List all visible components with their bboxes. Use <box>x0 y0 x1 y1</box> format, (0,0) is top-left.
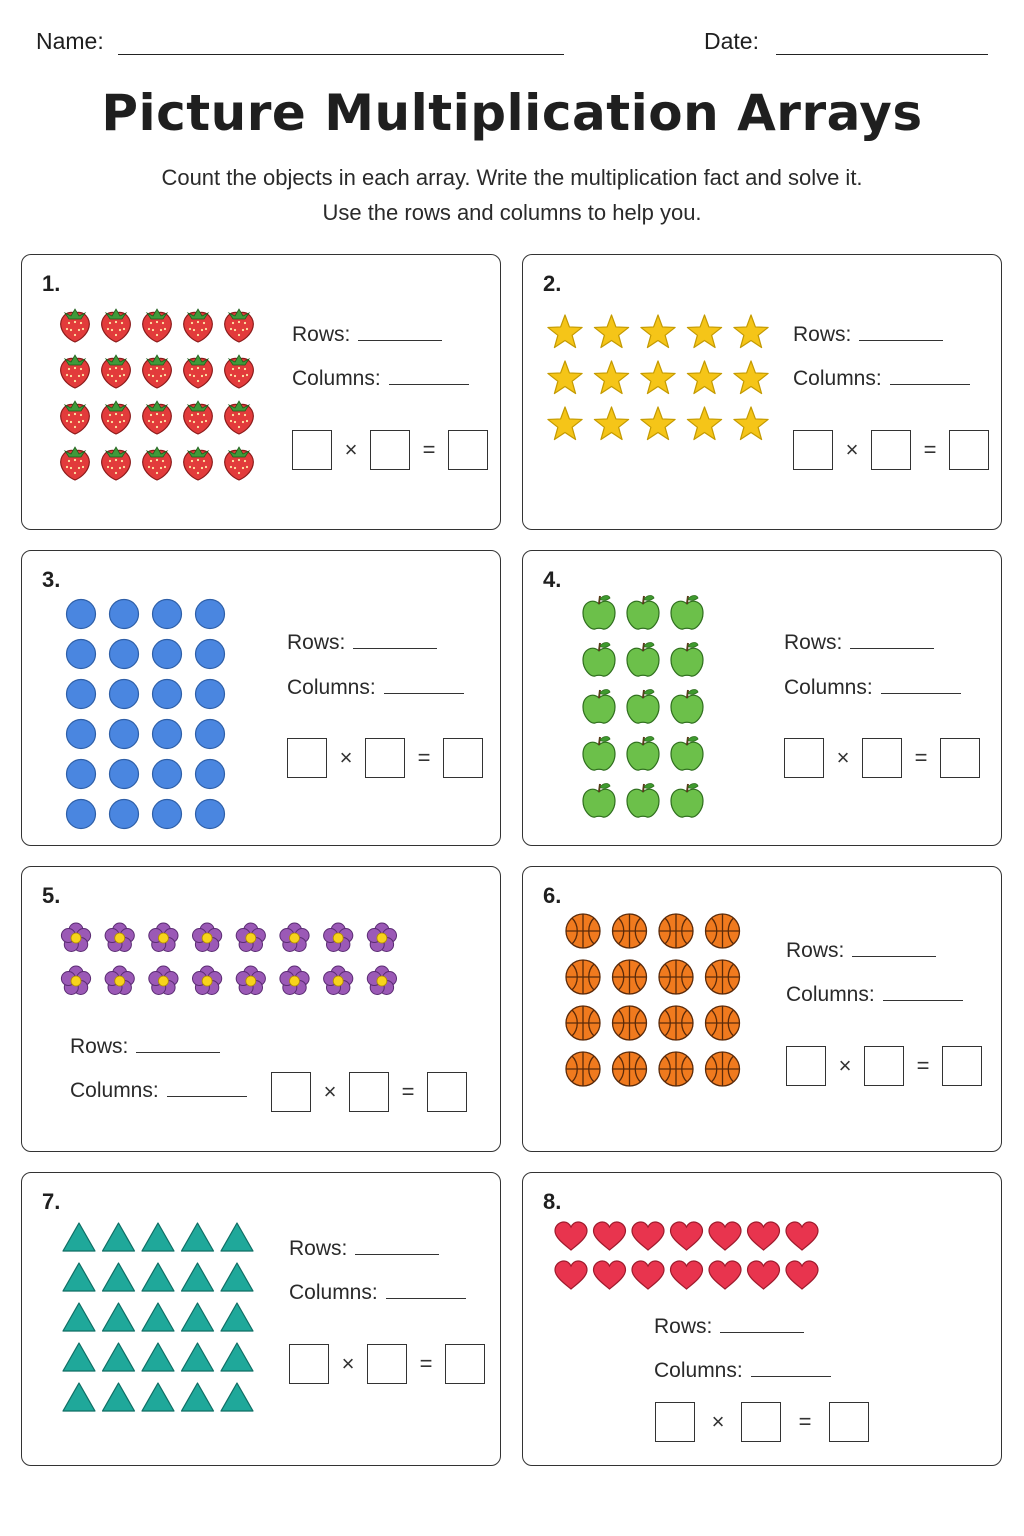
factor-box-2[interactable] <box>367 1344 407 1384</box>
multiplication-fact <box>287 737 483 779</box>
columns-blank[interactable] <box>389 383 469 385</box>
basketball-icon <box>659 914 693 948</box>
rows-blank[interactable] <box>850 647 934 649</box>
star-icon <box>548 361 582 394</box>
columns-blank[interactable] <box>751 1375 831 1377</box>
blue-circle-icon <box>110 720 139 749</box>
rows-blank[interactable] <box>353 647 437 649</box>
product-box[interactable] <box>829 1402 869 1442</box>
instructions-line-2: Use the rows and columns to help you. <box>322 200 702 225</box>
equals-sign: = <box>914 745 928 770</box>
star-icon <box>641 361 675 394</box>
blue-circle-icon <box>110 680 139 709</box>
times-sign: × <box>845 437 859 462</box>
problem-card-1 <box>21 254 501 530</box>
blue-circle-icon <box>110 800 139 829</box>
star-icon <box>594 315 628 348</box>
equals-sign: = <box>923 437 937 462</box>
problem-number: 5. <box>42 883 61 908</box>
purple-flower-icon <box>149 966 178 994</box>
teal-triangle-icon <box>221 1343 253 1371</box>
blue-circle-icon <box>196 760 225 789</box>
rows-blank[interactable] <box>355 1253 439 1255</box>
basketball-icon <box>566 1052 600 1086</box>
product-box[interactable] <box>942 1046 982 1086</box>
strawberry-array <box>22 255 502 529</box>
columns-blank[interactable] <box>167 1095 247 1097</box>
green-apple-icon <box>671 643 703 677</box>
green-apple-icon <box>671 596 703 630</box>
equals-sign: = <box>798 1409 812 1434</box>
heart-icon <box>786 1261 818 1289</box>
teal-triangle-icon <box>103 1343 135 1371</box>
basketball-icon <box>613 1052 647 1086</box>
teal-triangle-icon <box>103 1263 135 1291</box>
strawberry-icon <box>61 355 90 388</box>
heart-icon <box>748 1261 780 1289</box>
equals-sign: = <box>916 1053 930 1078</box>
blue-circle-icon <box>153 680 182 709</box>
teal-triangle-icon <box>182 1223 214 1251</box>
strawberry-icon <box>143 309 172 342</box>
teal-triangle-icon <box>103 1303 135 1331</box>
purple-flower-icon <box>236 923 265 951</box>
blue-circle-icon <box>196 800 225 829</box>
basketball-icon <box>659 1052 693 1086</box>
basketball-icon <box>566 914 600 948</box>
factor-box-2[interactable] <box>862 738 902 778</box>
columns-label: Columns: <box>292 367 469 391</box>
factor-box-1[interactable] <box>289 1344 329 1384</box>
basketball-array <box>523 867 1003 1151</box>
green-apple-icon <box>583 784 615 818</box>
factor-box-2[interactable] <box>871 430 911 470</box>
purple-flower-icon <box>192 966 221 994</box>
problem-card-4 <box>522 550 1002 846</box>
strawberry-icon <box>102 447 131 480</box>
strawberry-icon <box>225 401 254 434</box>
columns-blank[interactable] <box>890 383 970 385</box>
rows-blank[interactable] <box>720 1331 804 1333</box>
green-apple-icon <box>627 596 659 630</box>
basketball-icon <box>706 914 740 948</box>
date-label: Date: <box>704 28 759 54</box>
star-icon <box>641 407 675 440</box>
equals-sign: = <box>419 1351 433 1376</box>
green-apple-icon <box>627 643 659 677</box>
teal-triangle-icon <box>221 1263 253 1291</box>
problem-number: 8. <box>543 1189 562 1214</box>
heart-icon <box>594 1261 626 1289</box>
columns-label: Columns: <box>793 367 970 391</box>
problem-card-2 <box>522 254 1002 530</box>
columns-blank[interactable] <box>881 692 961 694</box>
multiplication-fact <box>784 737 980 779</box>
blue-circle-icon <box>196 680 225 709</box>
star-icon <box>594 361 628 394</box>
columns-label: Columns: <box>289 1281 466 1305</box>
teal-triangle-icon <box>63 1303 95 1331</box>
purple-flower-icon <box>236 966 265 994</box>
blue-circle-icon <box>67 800 96 829</box>
strawberry-icon <box>184 447 213 480</box>
columns-label: Columns: <box>287 676 464 700</box>
green-apple-icon <box>671 784 703 818</box>
multiplication-fact <box>271 1071 467 1113</box>
heart-icon <box>555 1222 587 1250</box>
blue-circle-icon <box>196 600 225 629</box>
equals-sign: = <box>422 437 436 462</box>
blue-circle-icon <box>196 720 225 749</box>
times-sign: × <box>344 437 358 462</box>
times-sign: × <box>341 1351 355 1376</box>
green-apple-icon <box>583 690 615 724</box>
factor-box-2[interactable] <box>349 1072 389 1112</box>
basketball-icon <box>613 960 647 994</box>
teal-triangle-icon <box>221 1303 253 1331</box>
heart-icon <box>555 1261 587 1289</box>
purple-flower-icon <box>280 966 309 994</box>
purple-flower-icon <box>149 923 178 951</box>
product-box[interactable] <box>445 1344 485 1384</box>
factor-box-2[interactable] <box>365 738 405 778</box>
problem-number: 6. <box>543 883 562 908</box>
purple-flower-icon <box>324 923 353 951</box>
star-icon <box>687 315 721 348</box>
rows-blank[interactable] <box>358 339 442 341</box>
strawberry-icon <box>102 309 131 342</box>
times-sign: × <box>711 1409 725 1434</box>
teal-triangle-icon <box>103 1223 135 1251</box>
columns-blank[interactable] <box>386 1297 466 1299</box>
star-array <box>523 255 1003 529</box>
green-apple-icon <box>627 690 659 724</box>
teal-triangle-icon <box>142 1223 174 1251</box>
green-apple-icon <box>671 737 703 771</box>
strawberry-icon <box>143 401 172 434</box>
purple-flower-icon <box>367 966 396 994</box>
star-icon <box>734 361 768 394</box>
times-sign: × <box>323 1079 337 1104</box>
star-icon <box>734 315 768 348</box>
strawberry-icon <box>225 309 254 342</box>
basketball-icon <box>706 1052 740 1086</box>
purple-flower-icon <box>61 966 90 994</box>
green-apple-icon <box>583 596 615 630</box>
multiplication-fact <box>655 1401 869 1443</box>
basketball-icon <box>659 1006 693 1040</box>
factor-box-1[interactable] <box>786 1046 826 1086</box>
heart-icon <box>632 1261 664 1289</box>
factor-box-2[interactable] <box>370 430 410 470</box>
multiplication-fact <box>292 429 488 471</box>
basketball-icon <box>613 1006 647 1040</box>
teal-triangle-icon <box>221 1383 253 1411</box>
basketball-icon <box>566 1006 600 1040</box>
strawberry-icon <box>102 355 131 388</box>
strawberry-icon <box>225 447 254 480</box>
basketball-icon <box>566 960 600 994</box>
factor-box-1[interactable] <box>793 430 833 470</box>
blue-circle-icon <box>67 680 96 709</box>
teal-triangle-icon <box>142 1343 174 1371</box>
blue-circle-icon <box>67 760 96 789</box>
factor-box-1[interactable] <box>287 738 327 778</box>
blue-circle-icon <box>67 600 96 629</box>
green-apple-icon <box>583 737 615 771</box>
factor-box-1[interactable] <box>784 738 824 778</box>
times-sign: × <box>836 745 850 770</box>
star-icon <box>687 361 721 394</box>
factor-box-1[interactable] <box>655 1402 695 1442</box>
purple-flower-icon <box>105 923 134 951</box>
blue-circle-icon <box>196 640 225 669</box>
rows-blank[interactable] <box>859 339 943 341</box>
teal-triangle-icon <box>142 1263 174 1291</box>
instructions-line-1: Count the objects in each array. Write the multiplication fact and solve it. <box>161 165 863 190</box>
problem-card-8 <box>522 1172 1002 1466</box>
teal-triangle-icon <box>63 1263 95 1291</box>
teal-triangle-icon <box>63 1343 95 1371</box>
star-icon <box>687 407 721 440</box>
rows-label: Rows: <box>287 631 437 655</box>
teal-triangle-icon <box>182 1303 214 1331</box>
blue-circle-icon <box>153 800 182 829</box>
columns-blank[interactable] <box>883 999 963 1001</box>
factor-box-2[interactable] <box>741 1402 781 1442</box>
blue-circle-icon <box>67 720 96 749</box>
product-box[interactable] <box>949 430 989 470</box>
multiplication-fact <box>289 1343 485 1385</box>
multiplication-fact <box>793 429 989 471</box>
blue-circle-icon <box>110 760 139 789</box>
strawberry-icon <box>184 309 213 342</box>
problem-card-6 <box>522 866 1002 1152</box>
rows-label: Rows: <box>289 1237 439 1261</box>
equals-sign: = <box>417 745 431 770</box>
purple-flower-icon <box>105 966 134 994</box>
rows-label: Rows: <box>793 323 943 347</box>
teal-triangle-icon <box>63 1223 95 1251</box>
name-line[interactable] <box>118 54 564 55</box>
heart-icon <box>671 1261 703 1289</box>
rows-blank[interactable] <box>136 1051 220 1053</box>
problem-number: 3. <box>42 567 61 592</box>
rows-blank[interactable] <box>852 955 936 957</box>
page-title: Picture Multiplication Arrays <box>101 84 923 142</box>
blue-circle-icon <box>153 600 182 629</box>
star-icon <box>641 315 675 348</box>
product-box[interactable] <box>940 738 980 778</box>
star-icon <box>548 315 582 348</box>
blue-circle-icon <box>110 640 139 669</box>
problem-number: 1. <box>42 271 61 296</box>
heart-icon <box>748 1222 780 1250</box>
triangle-array <box>22 1173 502 1465</box>
basketball-icon <box>659 960 693 994</box>
blue-circle-icon <box>153 640 182 669</box>
teal-triangle-icon <box>182 1383 214 1411</box>
blue-circle-icon <box>110 600 139 629</box>
product-box[interactable] <box>448 430 488 470</box>
problem-card-7 <box>21 1172 501 1466</box>
factor-box-1[interactable] <box>292 430 332 470</box>
multiplication-fact <box>786 1045 982 1087</box>
strawberry-icon <box>61 401 90 434</box>
blue-circle-icon <box>153 720 182 749</box>
blue-circle-icon <box>153 760 182 789</box>
strawberry-icon <box>184 355 213 388</box>
heart-icon <box>786 1222 818 1250</box>
star-icon <box>734 407 768 440</box>
rows-label: Rows: <box>70 1035 220 1059</box>
green-apple-icon <box>671 690 703 724</box>
heart-icon <box>671 1222 703 1250</box>
product-box[interactable] <box>427 1072 467 1112</box>
basketball-icon <box>613 914 647 948</box>
teal-triangle-icon <box>142 1383 174 1411</box>
rows-label: Rows: <box>654 1315 804 1339</box>
heart-icon <box>709 1222 741 1250</box>
problem-number: 2. <box>543 271 562 296</box>
basketball-icon <box>706 1006 740 1040</box>
green-apple-icon <box>627 784 659 818</box>
teal-triangle-icon <box>103 1383 135 1411</box>
basketball-icon <box>706 960 740 994</box>
teal-triangle-icon <box>221 1223 253 1251</box>
problem-card-3 <box>21 550 501 846</box>
strawberry-icon <box>143 447 172 480</box>
green-apple-icon <box>627 737 659 771</box>
rows-label: Rows: <box>786 939 936 963</box>
columns-label: Columns: <box>784 676 961 700</box>
strawberry-icon <box>143 355 172 388</box>
strawberry-icon <box>61 309 90 342</box>
problem-number: 7. <box>42 1189 61 1214</box>
equals-sign: = <box>401 1079 415 1104</box>
product-box[interactable] <box>443 738 483 778</box>
heart-icon <box>594 1222 626 1250</box>
purple-flower-icon <box>192 923 221 951</box>
columns-blank[interactable] <box>384 692 464 694</box>
name-label: Name: <box>36 28 104 54</box>
teal-triangle-icon <box>142 1303 174 1331</box>
purple-flower-icon <box>280 923 309 951</box>
blue-circle-icon <box>67 640 96 669</box>
problem-card-5 <box>21 866 501 1152</box>
purple-flower-icon <box>367 923 396 951</box>
columns-label: Columns: <box>786 983 963 1007</box>
heart-icon <box>709 1261 741 1289</box>
strawberry-icon <box>102 401 131 434</box>
columns-label: Columns: <box>70 1079 247 1103</box>
problem-number: 4. <box>543 567 562 592</box>
rows-label: Rows: <box>784 631 934 655</box>
green-apple-icon <box>583 643 615 677</box>
teal-triangle-icon <box>182 1263 214 1291</box>
star-icon <box>594 407 628 440</box>
star-icon <box>548 407 582 440</box>
columns-label: Columns: <box>654 1359 831 1383</box>
heart-icon <box>632 1222 664 1250</box>
purple-flower-icon <box>61 923 90 951</box>
teal-triangle-icon <box>182 1343 214 1371</box>
date-line[interactable] <box>776 54 988 55</box>
rows-label: Rows: <box>292 323 442 347</box>
strawberry-icon <box>61 447 90 480</box>
factor-box-1[interactable] <box>271 1072 311 1112</box>
strawberry-icon <box>184 401 213 434</box>
strawberry-icon <box>225 355 254 388</box>
factor-box-2[interactable] <box>864 1046 904 1086</box>
times-sign: × <box>339 745 353 770</box>
purple-flower-icon <box>324 966 353 994</box>
teal-triangle-icon <box>63 1383 95 1411</box>
times-sign: × <box>838 1053 852 1078</box>
